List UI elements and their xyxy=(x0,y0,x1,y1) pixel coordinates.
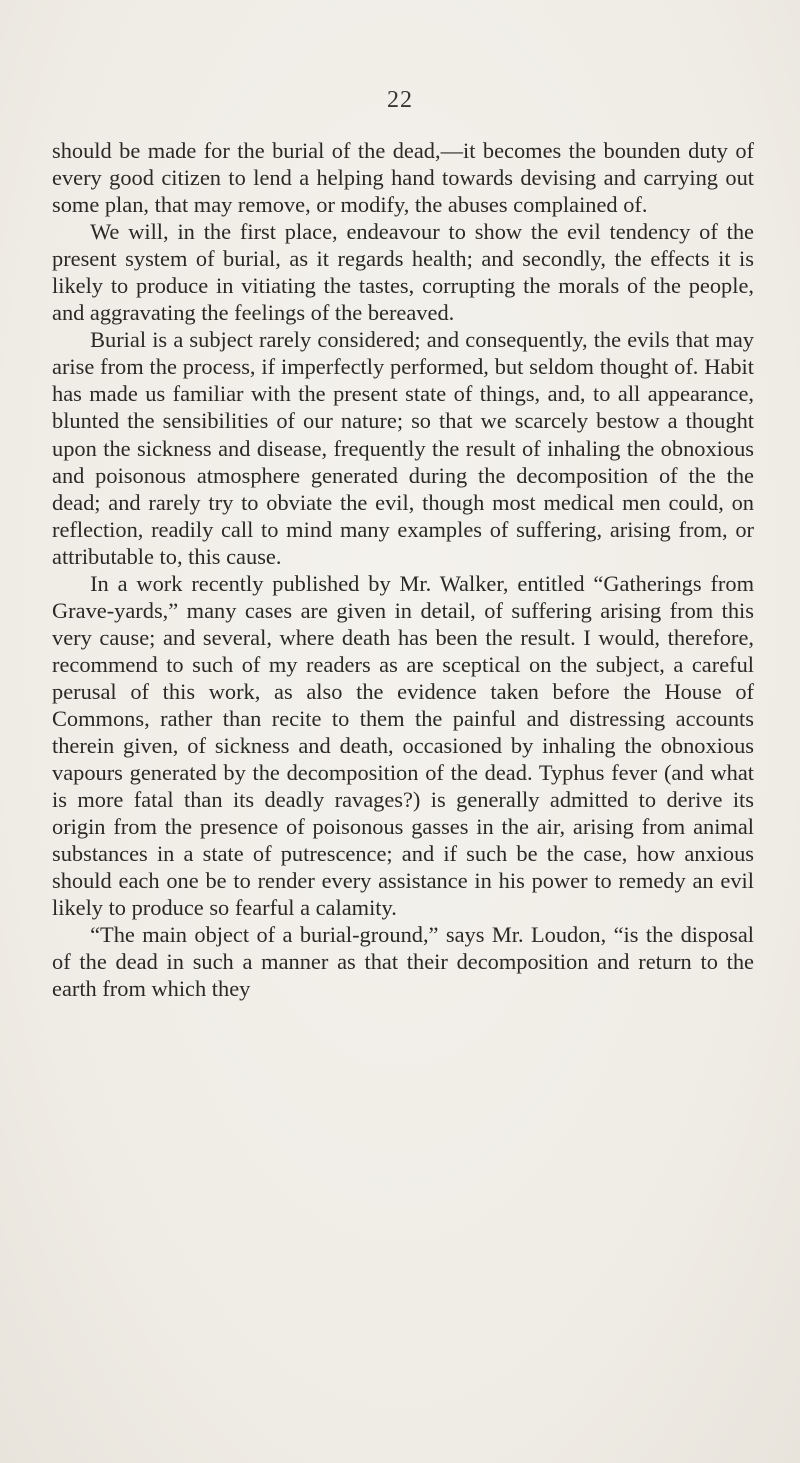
paragraph-loudon-quote: “The main object of a burial-ground,” says Mr. Loudon, “is the disposal of the dead in such a manner as that their decomposition and return to the earth from which they xyxy=(52,922,754,1002)
page-number: 22 xyxy=(387,87,413,113)
paragraph-evil-tendency: We will, in the first place, endeavour to show the evil tendency of the present system of burial, as it regards health; and secondly, the effects it is likely to produce in vitiating the tastes, corrupting the morals of the people, and aggravating the feelings of the bereaved. xyxy=(52,219,754,326)
paragraph-continuation: should be made for the burial of the dead,—it becomes the bounden duty of every good citizen to lend a helping hand towards devising and carrying out some plan, that may remove, or modify, the abuses complained of. xyxy=(52,138,754,218)
paragraph-walker-gatherings: In a work recently published by Mr. Walker, entitled “Gatherings from Grave-yards,” many cases are given in detail, of suffering arising from this very cause; and several, where death has been the result. I would, therefore, recommend to such of my readers as are sceptical on the subject, a careful perusal of this work, as also the evidence taken before the House of Commons, rather than recite to them the painful and distressing accounts therein given, of sickness and death, occasioned by inhaling the obnoxious vapours generated by the decomposition of the dead. Typhus fever (and what is more fatal than its deadly ravages?) is generally admitted to derive its origin from the presence of poisonous gasses in the air, arising from animal substances in a state of putrescence; and if such be the case, how anxious should each one be to render every assistance in his power to remedy an evil likely to produce so fearful a calamity. xyxy=(52,570,754,921)
paragraph-burial-rarely-considered: Burial is a subject rarely considered; and consequently, the evils that may arise from the process, if imperfectly performed, but seldom thought of. Habit has made us familiar with the present state of things, and, to all appearance, blunted the sensibilities of our nature; so that we scarcely bestow a thought upon the sickness and disease, frequently the result of inhaling the obnoxious and poisonous atmosphere generated during the decomposition of the the dead; and rarely try to obviate the evil, though most medical men could, on reflection, readily call to mind many examples of suffering, arising from, or attributable to, this cause. xyxy=(52,327,754,569)
body-text xyxy=(52,137,754,1003)
